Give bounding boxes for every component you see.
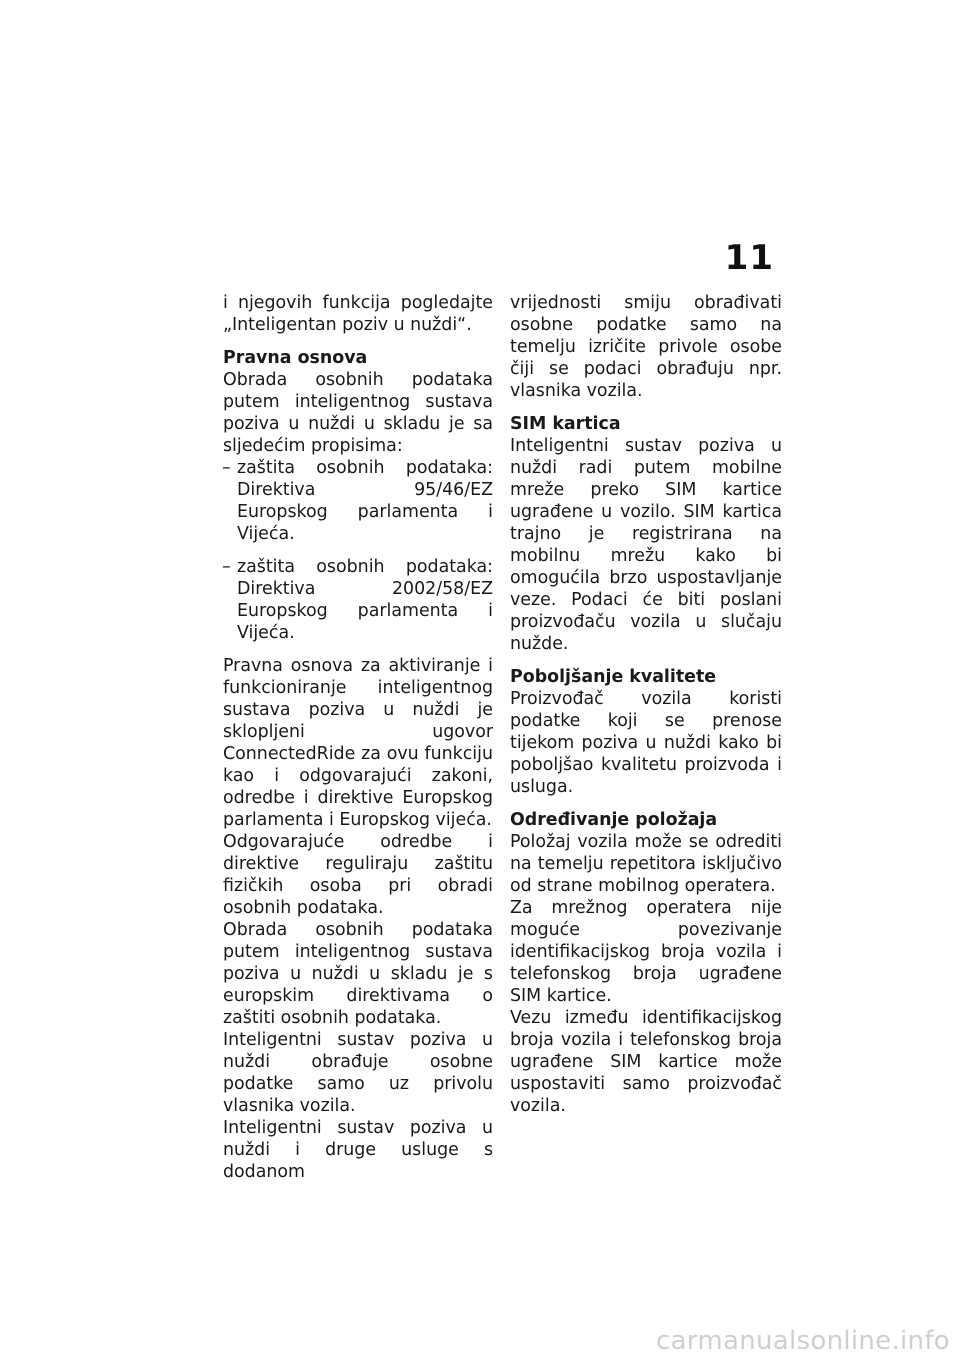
consent-paragraph: Inteligentni sustav poziva u nuždi obrađuje osobne podatke samo uz privolu vlasnika vozila. (223, 1030, 493, 1116)
position-paragraph: Položaj vozila može se odrediti na temelju repetitora isključivo od strane mobilnog operatera. (510, 832, 782, 896)
sim-heading: SIM kartica (510, 414, 621, 434)
services-paragraph: Inteligentni sustav poziva u nuždi i druge usluge s dodanom (223, 1118, 493, 1182)
legal-basis-heading: Pravna osnova (223, 348, 368, 368)
legal-basis-list (223, 457, 493, 644)
legal-basis-paragraph: Obrada osobnih podataka putem inteligentnog sustava poziva u nuždi u skladu je sa sljedećim propisima: (223, 370, 493, 456)
continuation-paragraph: vrijednosti smiju obrađivati osobne podatke samo na temelju izričite privole osobe čiji se podaci obrađuju npr. vlasnika vozila. (510, 293, 782, 401)
sim-paragraph: Inteligentni sustav poziva u nuždi radi putem mobilne mreže preko SIM kartice ugrađene u vozilo. SIM kartica trajno je registrirana na mobilnu mrežu kako bi omogućila brzo uspostavljanje veze. Podaci će biti poslani proizvođaču vozila u slučaju nužde. (510, 436, 782, 654)
left-column (223, 292, 493, 1183)
intro-paragraph: i njegovih funkcija pogledajte „Inteligentan poziv u nuždi“. (223, 293, 493, 335)
processing-paragraph: Obrada osobnih podataka putem inteligentnog sustava poziva u nuždi u skladu je s europskim direktivama o zaštiti osobnih podataka. (223, 920, 493, 1028)
location-heading: Određivanje položaja (510, 810, 718, 830)
page-number: 11 (724, 238, 774, 278)
list-item: – zaštita osobnih podataka: Direktiva 95/46/EZ Europskog parlamenta i Vijeća. (223, 457, 493, 545)
regulations-paragraph: Odgovarajuće odredbe i direktive reguliraju zaštitu fizičkih osoba pri obradi osobnih podataka. (223, 832, 493, 918)
contract-paragraph: Pravna osnova za aktiviranje i funkcioniranje inteligentnog sustava poziva u nuždi je sklopljeni ugovor ConnectedRide za ovu funkciju kao i odgovarajući zakoni, odredbe i direktive Europskog parlamenta i Europskog vijeća. (223, 656, 493, 830)
identification-paragraph: Za mrežnog operatera nije moguće povezivanje identifikacijskog broja vozila i telefonskog broja ugrađene SIM kartice. (510, 898, 782, 1006)
right-column (510, 292, 782, 1117)
link-paragraph: Vezu između identifikacijskog broja vozila i telefonskog broja ugrađene SIM kartice može uspostaviti samo proizvođač vozila. (510, 1008, 782, 1116)
watermark: carmanualsonline.info (655, 1326, 950, 1356)
quality-heading: Poboljšanje kvalitete (510, 667, 717, 687)
quality-paragraph: Proizvođač vozila koristi podatke koji se prenose tijekom poziva u nuždi kako bi poboljšao kvalitetu proizvoda i usluga. (510, 689, 782, 797)
list-item: – zaštita osobnih podataka: Direktiva 2002/58/EZ Europskog parlamenta i Vijeća. (223, 556, 493, 644)
